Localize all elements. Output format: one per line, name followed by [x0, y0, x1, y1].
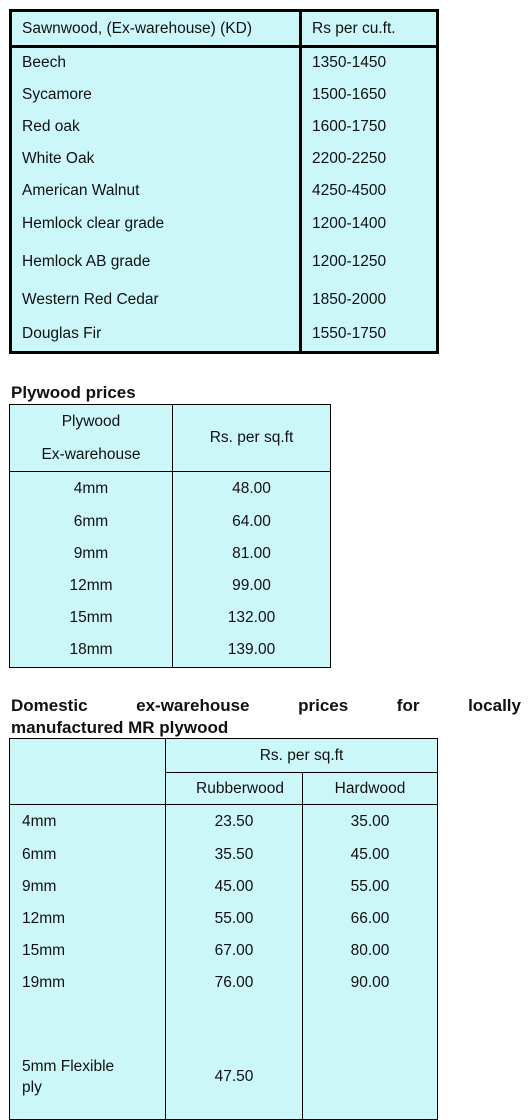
thickness-cell: 4mm — [22, 812, 57, 830]
thickness-cell: 15mm — [69, 608, 113, 626]
price-cell: 1200-1400 — [301, 207, 438, 242]
species-cell: Douglas Fir — [22, 325, 102, 343]
heading-word: prices — [298, 696, 349, 715]
heading-word: locally — [468, 696, 521, 715]
species-cell: Western Red Cedar — [22, 290, 159, 308]
hardwood-price-cell — [303, 999, 438, 1120]
species-cell: Hemlock AB grade — [22, 252, 151, 270]
rubberwood-price-cell: 23.50 — [166, 805, 303, 839]
thickness-cell: 12mm — [22, 909, 66, 927]
rubberwood-price-cell: 67.00 — [166, 935, 303, 967]
price-cell: 1850-2000 — [301, 282, 438, 318]
table-row — [10, 602, 331, 634]
price-cell: 1350-1450 — [301, 47, 438, 79]
species-cell: American Walnut — [22, 181, 140, 199]
table-row — [10, 935, 438, 967]
hardwood-price-cell: 80.00 — [303, 935, 438, 967]
plywood-prices-heading: Plywood prices — [11, 383, 136, 402]
table-row — [11, 111, 438, 143]
heading-word: ex-warehouse — [136, 696, 250, 715]
price-cell: 4250-4500 — [301, 175, 438, 207]
table-row — [10, 472, 331, 506]
thickness-cell: 9mm — [22, 877, 57, 895]
header-cell-price: Rs. per sq.ft — [173, 405, 331, 472]
species-cell: Beech — [22, 54, 66, 72]
thickness-cell: 12mm — [69, 576, 113, 594]
table-row — [10, 839, 438, 871]
hardwood-price-cell: 45.00 — [303, 839, 438, 871]
table-row — [11, 47, 438, 79]
heading-word: Domestic — [11, 696, 88, 715]
header-cell-plywood — [10, 405, 173, 472]
hardwood-price-cell: 66.00 — [303, 903, 438, 935]
thickness-cell: 18mm — [69, 641, 113, 659]
header-line-ex-warehouse: Ex-warehouse — [41, 446, 141, 463]
hardwood-price-cell: 90.00 — [303, 967, 438, 999]
header-line-plywood: Plywood — [61, 413, 121, 430]
table-row — [11, 207, 438, 242]
table-header-row — [11, 11, 438, 47]
price-cell: 139.00 — [173, 634, 331, 668]
species-cell: White Oak — [22, 149, 95, 167]
price-cell: 64.00 — [173, 506, 331, 538]
price-cell: 48.00 — [173, 472, 331, 506]
rubberwood-price-cell: 47.50 — [166, 999, 303, 1120]
table-header-row — [10, 405, 331, 472]
thickness-cell: 9mm — [73, 544, 109, 562]
header-cell-rubberwood: Rubberwood — [166, 773, 303, 805]
table-row — [11, 282, 438, 318]
thickness-cell: 6mm — [22, 845, 57, 863]
hardwood-price-cell: 35.00 — [303, 805, 438, 839]
price-cell: 1600-1750 — [301, 111, 438, 143]
table-row — [11, 79, 438, 111]
header-cell-price-group: Rs. per sq.ft — [166, 739, 438, 773]
thickness-cell: 19mm — [22, 973, 66, 991]
heading-word: for — [396, 696, 420, 715]
species-cell: Hemlock clear grade — [22, 215, 165, 232]
price-cell: 132.00 — [173, 602, 331, 634]
domestic-plywood-price-table — [9, 738, 438, 1120]
rubberwood-price-cell: 76.00 — [166, 967, 303, 999]
rubberwood-price-cell: 35.50 — [166, 839, 303, 871]
table-row — [10, 999, 438, 1120]
table-row — [11, 175, 438, 207]
price-cell: 1550-1750 — [301, 318, 438, 353]
thickness-cell: 6mm — [73, 512, 109, 530]
table-row — [10, 967, 438, 999]
thickness-cell: 15mm — [22, 941, 66, 959]
table-row — [10, 634, 331, 668]
label-line: 5mm Flexible — [22, 1057, 115, 1075]
table-row — [10, 805, 438, 839]
table-row — [10, 871, 438, 903]
species-cell: Sycamore — [22, 85, 92, 103]
rubberwood-price-cell: 45.00 — [166, 871, 303, 903]
table-row — [11, 318, 438, 353]
table-row — [10, 570, 331, 602]
table-header-row — [10, 739, 438, 773]
table-row — [11, 242, 438, 282]
species-cell: Red oak — [22, 117, 80, 135]
hardwood-price-cell: 55.00 — [303, 871, 438, 903]
label-line: ply — [22, 1078, 42, 1096]
header-cell-price: Rs per cu.ft. — [301, 11, 438, 47]
header-cell-empty — [10, 739, 166, 805]
price-cell: 99.00 — [173, 570, 331, 602]
price-cell: 81.00 — [173, 538, 331, 570]
table-row — [10, 538, 331, 570]
price-cell: 1500-1650 — [301, 79, 438, 111]
price-cell: 1200-1250 — [301, 242, 438, 282]
thickness-cell: 4mm — [73, 479, 109, 497]
price-cell: 2200-2250 — [301, 143, 438, 175]
table-row — [11, 143, 438, 175]
domestic-prices-heading — [11, 695, 521, 739]
header-cell-species: Sawnwood, (Ex-warehouse) (KD) — [11, 11, 301, 47]
table-row — [10, 506, 331, 538]
header-cell-hardwood: Hardwood — [303, 773, 438, 805]
heading-line-2: manufactured MR plywood — [11, 718, 229, 737]
plywood-price-table — [9, 404, 331, 668]
thickness-cell — [10, 999, 166, 1120]
sawnwood-price-table — [9, 9, 439, 354]
heading-line-1 — [11, 695, 521, 717]
table-row — [10, 903, 438, 935]
rubberwood-price-cell: 55.00 — [166, 903, 303, 935]
